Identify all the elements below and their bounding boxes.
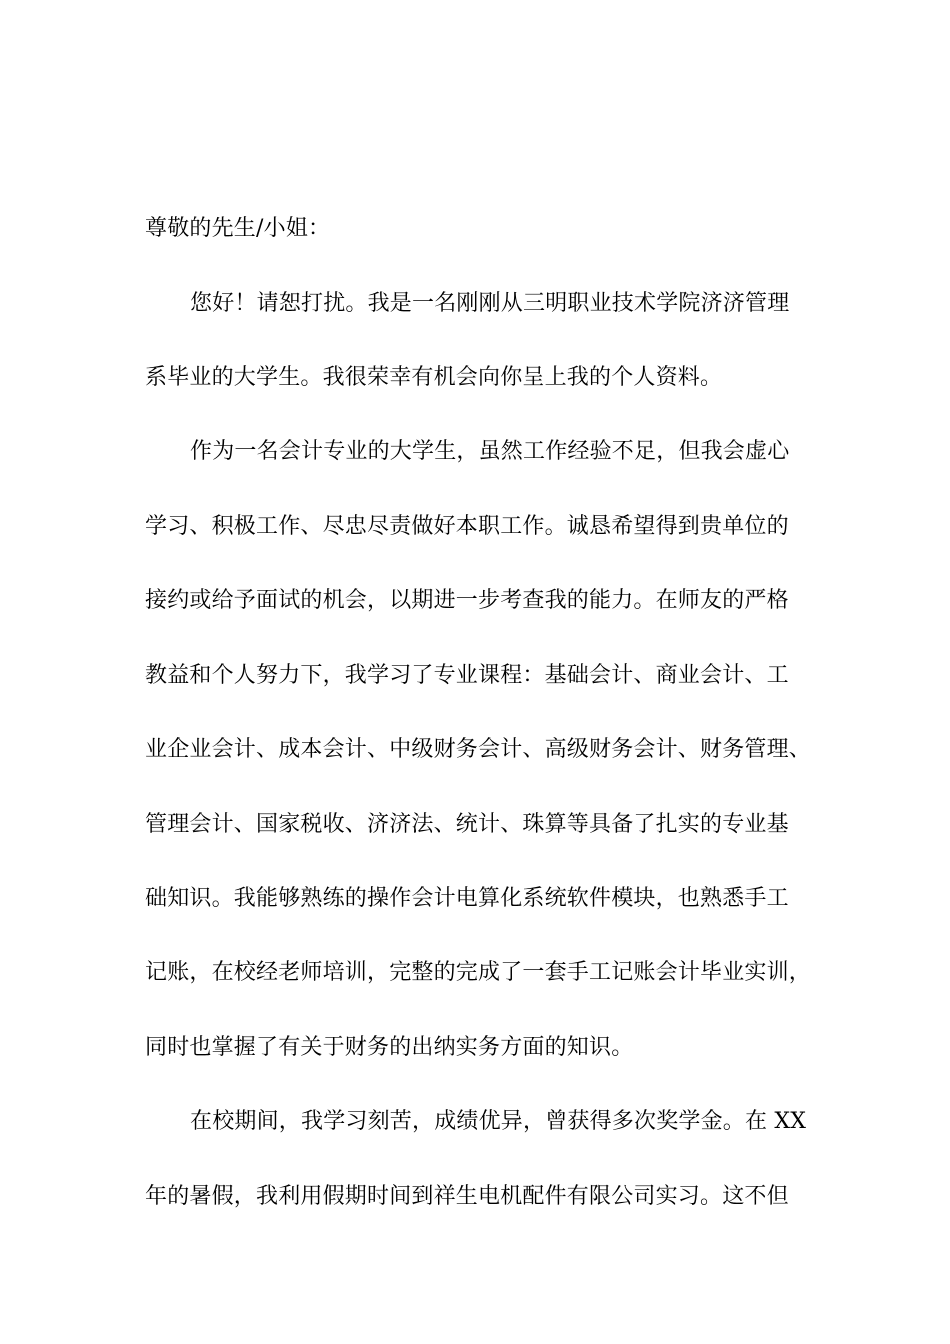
paragraph-line: 作为一名会计专业的大学生，虽然工作经验不足，但我会虚心 (190, 439, 790, 464)
paragraph-line: 年的暑假，我利用假期时间到祥生电机配件有限公司实习。这不但 (145, 1184, 789, 1209)
paragraph-line: 教益和个人努力下，我学习了专业课程：基础会计、商业会计、工 (145, 663, 789, 688)
paragraph-line: 您好！请恕打扰。我是一名刚刚从三明职业技术学院济济管理 (190, 291, 790, 316)
paragraph-line: 接约或给予面试的机会，以期进一步考查我的能力。在师友的严格 (145, 588, 789, 613)
paragraph-line: 管理会计、国家税收、济济法、统计、珠算等具备了扎实的专业基 (145, 812, 789, 837)
paragraph-line: 系毕业的大学生。我很荣幸有机会向你呈上我的个人资料。 (145, 365, 723, 390)
paragraph-line: 础知识。我能够熟练的操作会计电算化系统软件模块，也熟悉手工 (145, 886, 789, 911)
paragraph-line: 在校期间，我学习刻苦，成绩优异，曾获得多次奖学金。在 XX (190, 1109, 807, 1134)
paragraph-line: 记账，在校经老师培训，完整的完成了一套手工记账会计毕业实训， (145, 960, 812, 985)
paragraph-line: 学习、积极工作、尽忠尽责做好本职工作。诚恳希望得到贵单位的 (145, 514, 789, 539)
paragraph-line: 同时也掌握了有关于财务的出纳实务方面的知识。 (145, 1035, 634, 1060)
salutation: 尊敬的先生/小姐： (145, 216, 331, 241)
paragraph-line: 业企业会计、成本会计、中级财务会计、高级财务会计、财务管理、 (145, 737, 812, 762)
